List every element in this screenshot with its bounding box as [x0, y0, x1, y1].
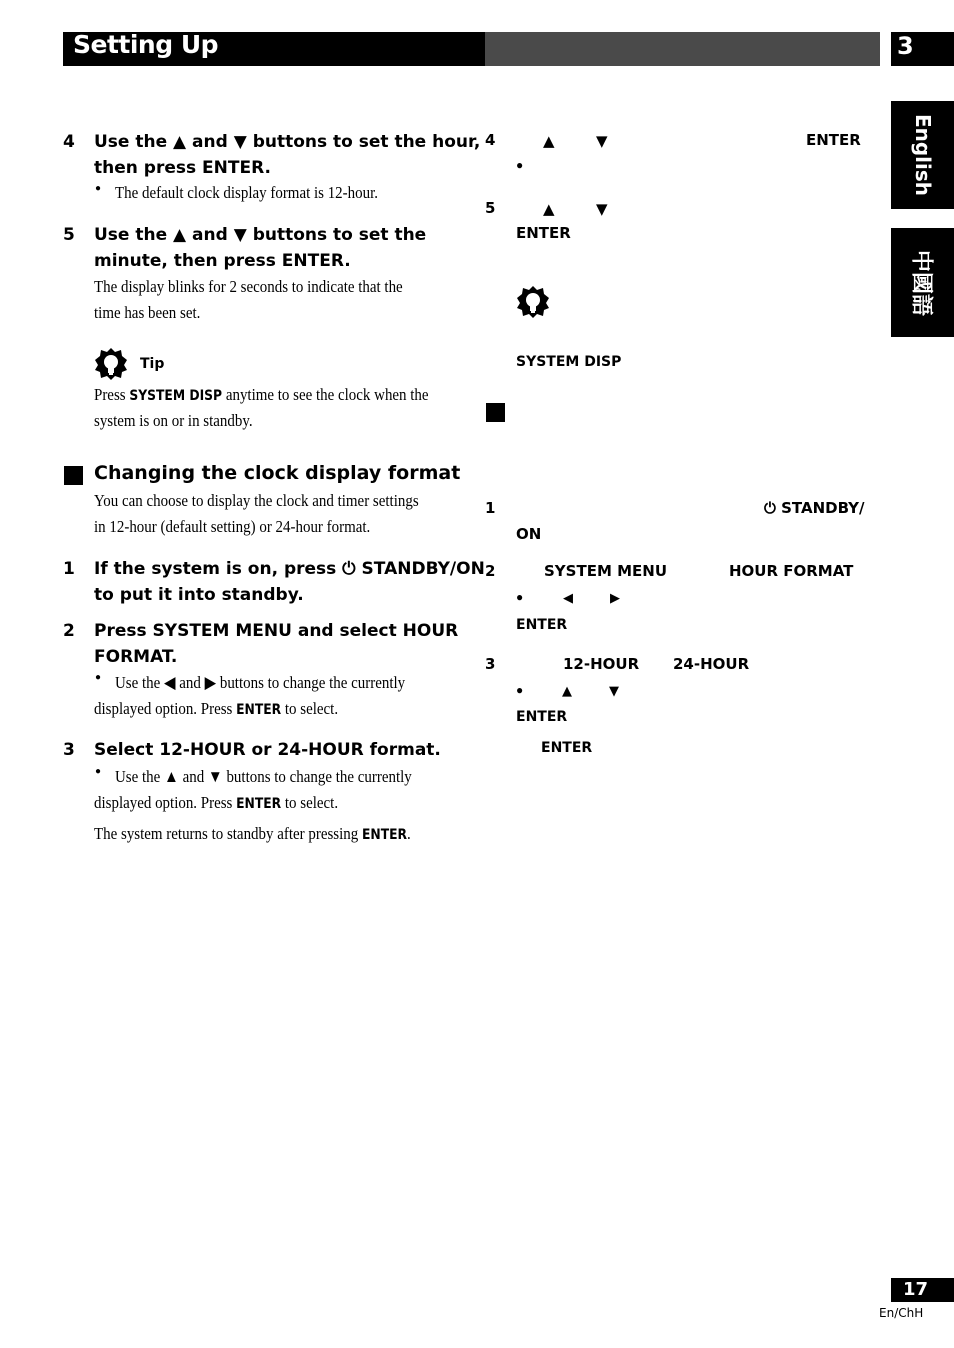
- s3-number: 3: [63, 740, 75, 760]
- r4-enter: ENTER: [806, 131, 861, 149]
- c1-standby: ⏻ STANDBY/: [764, 499, 865, 517]
- c2-left-icon: ◀: [563, 591, 573, 606]
- c1-on: ON: [516, 525, 542, 543]
- r4-down-icon: ▼: [596, 132, 608, 150]
- s2-number: 2: [63, 621, 75, 641]
- step4-line1: Use the ▲ and ▼ buttons to set the hour,: [94, 132, 481, 152]
- s2-bullet-line2: displayed option. Press ENTER to select.: [94, 699, 339, 718]
- step4-line2: then press ENTER.: [94, 158, 271, 178]
- tip-line1: Press SYSTEM DISP anytime to see the clock when the: [94, 385, 429, 404]
- step4-number: 4: [63, 132, 75, 152]
- s1-line1: If the system is on, press ⏻ STANDBY/ON: [94, 559, 485, 579]
- step5-line1: Use the ▲ and ▼ buttons to set the: [94, 225, 427, 245]
- page-title: Setting Up: [73, 30, 219, 59]
- s2-bullet-line1: Use the ◀ and ▶ buttons to change the currently: [115, 673, 406, 692]
- c3-12hour: 12-HOUR: [563, 655, 640, 673]
- tip-line2: system is on or in standby.: [94, 411, 253, 430]
- step5-number: 5: [63, 225, 75, 245]
- tip-lightbulb-icon: [94, 347, 128, 381]
- s3-bullet-dot: ●: [95, 766, 102, 777]
- tip-label: Tip: [140, 356, 165, 372]
- tip-lightbulb-icon-right: [516, 285, 550, 319]
- tab-english-label: English: [910, 113, 935, 197]
- r4-up-icon: ▲: [543, 132, 555, 150]
- r5-up-icon: ▲: [543, 200, 555, 218]
- step5-body2: time has been set.: [94, 303, 201, 322]
- c3-enter2: ENTER: [541, 740, 593, 756]
- s2-line1: Press SYSTEM MENU and select HOUR: [94, 621, 459, 641]
- r5-enter: ENTER: [516, 224, 571, 242]
- s1-line2: to put it into standby.: [94, 585, 304, 605]
- c2-right-icon: ▶: [610, 591, 620, 606]
- r4-number: 4: [485, 131, 496, 149]
- section-marker-right: [486, 403, 505, 422]
- s1-number: 1: [63, 559, 75, 579]
- r4-bullet-icon: ●: [516, 158, 524, 172]
- language-code: En/ChH: [879, 1306, 924, 1320]
- r5-down-icon: ▼: [596, 200, 608, 218]
- section-title: Changing the clock display format: [94, 462, 461, 484]
- tab-chinese: [891, 228, 954, 337]
- c3-up-icon: ▲: [562, 684, 572, 699]
- s2-line2: FORMAT.: [94, 647, 178, 667]
- c3-24hour: 24-HOUR: [673, 655, 750, 673]
- section-body1: You can choose to display the clock and timer settings: [94, 491, 419, 510]
- section-body2: in 12-hour (default setting) or 24-hour format.: [94, 517, 371, 536]
- s3-bullet-line1: Use the ▲ and ▼ buttons to change the currently: [115, 767, 412, 786]
- step5-line2: minute, then press ENTER.: [94, 251, 351, 271]
- r5-number: 5: [485, 199, 496, 217]
- c3-bullet-icon: ●: [516, 683, 524, 697]
- s3-after-text: The system returns to standby after pressing ENTER.: [94, 824, 411, 843]
- section-marker: [64, 466, 83, 485]
- tab-english: [891, 101, 954, 209]
- c3-down-icon: ▼: [609, 684, 619, 699]
- tab-chinese-label: 中國語: [908, 249, 933, 316]
- c2-bullet-icon: ●: [516, 590, 524, 604]
- page-number: 17: [903, 1279, 929, 1300]
- c1-number: 1: [485, 499, 496, 517]
- step5-body1: The display blinks for 2 seconds to indicate that the: [94, 277, 403, 296]
- c2-system-menu: SYSTEM MENU: [544, 562, 668, 580]
- r-system-disp: SYSTEM DISP: [516, 354, 622, 370]
- s2-bullet-dot: ●: [95, 672, 102, 683]
- c2-number: 2: [485, 562, 496, 580]
- c3-number: 3: [485, 655, 496, 673]
- c2-hour-format: HOUR FORMAT: [729, 562, 854, 580]
- header-bar-grey: [485, 32, 880, 66]
- step4-bullet-text: The default clock display format is 12-hour.: [115, 183, 378, 202]
- step4-bullet-dot: ●: [95, 183, 102, 194]
- s3-line1: Select 12-HOUR or 24-HOUR format.: [94, 740, 441, 760]
- c3-enter: ENTER: [516, 709, 568, 725]
- c2-enter: ENTER: [516, 617, 568, 633]
- chapter-number: 3: [897, 32, 914, 60]
- s3-bullet-line2: displayed option. Press ENTER to select.: [94, 793, 339, 812]
